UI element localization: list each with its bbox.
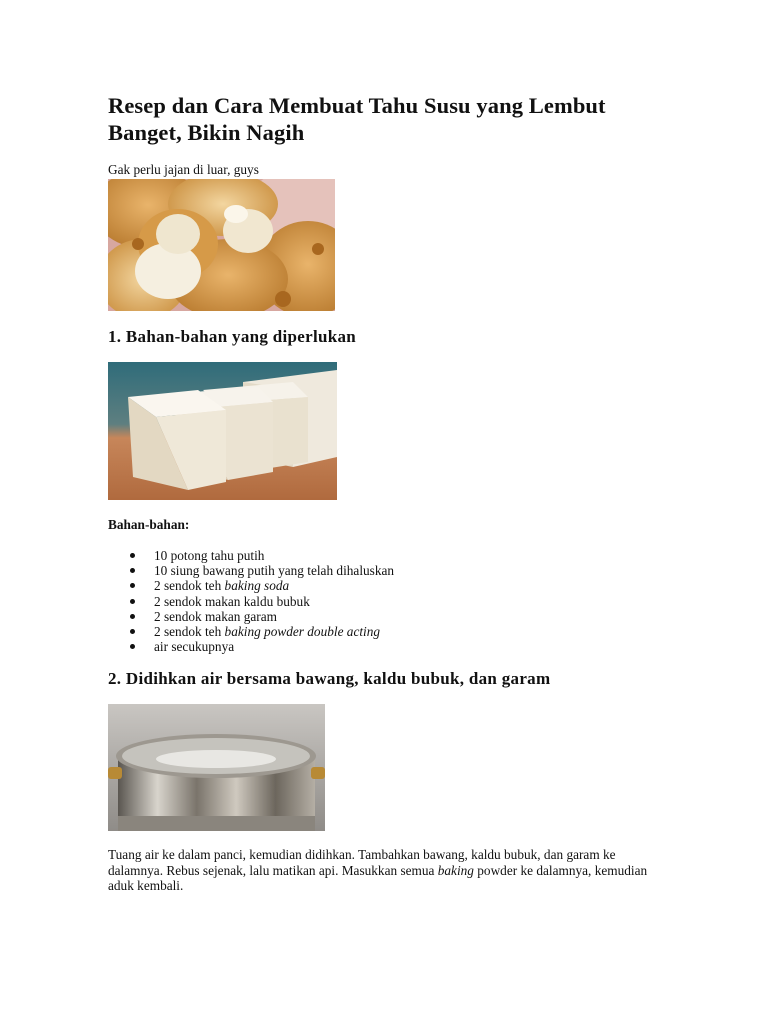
list-item: 2 sendok teh baking powder double acting (108, 624, 668, 639)
bullet-icon (130, 644, 135, 649)
list-item: 10 potong tahu putih (108, 548, 668, 563)
bullet-icon (130, 583, 135, 588)
list-item: air secukupnya (108, 639, 668, 654)
bullet-icon (130, 553, 135, 558)
bullet-icon (130, 599, 135, 604)
list-item: 10 siung bawang putih yang telah dihaluskan (108, 563, 668, 578)
bullet-icon (130, 614, 135, 619)
article (108, 92, 668, 893)
section-heading-ingredients: 1. Bahan-bahan yang diperlukan (108, 327, 357, 346)
boil-paragraph: Tuang air ke dalam panci, kemudian didihkan. Tambahkan bawang, kaldu bubuk, dan garam ke dalamnya. Rebus sejenak, lalu matikan api. Masukkan semua baking powder ke dalamnya, kemudian aduk kembali. (108, 847, 648, 893)
subtitle: Gak perlu jajan di luar, guys (108, 162, 259, 177)
list-item: 2 sendok makan kaldu bubuk (108, 594, 668, 609)
boiling-pot-image (108, 704, 325, 831)
ingredient-list (108, 548, 668, 654)
list-item: 2 sendok makan garam (108, 609, 668, 624)
bullet-icon (130, 568, 135, 573)
section-heading-boil: 2. Didihkan air bersama bawang, kaldu bubuk, dan garam (108, 669, 551, 689)
list-item: 2 sendok teh baking soda (108, 578, 668, 593)
bullet-icon (130, 629, 135, 634)
page-title: Resep dan Cara Membuat Tahu Susu yang Lembut Banget, Bikin Nagih (108, 93, 606, 145)
white-tofu-image (108, 362, 337, 500)
fried-tofu-image (108, 179, 335, 311)
ingredients-label: Bahan-bahan: (108, 517, 190, 532)
